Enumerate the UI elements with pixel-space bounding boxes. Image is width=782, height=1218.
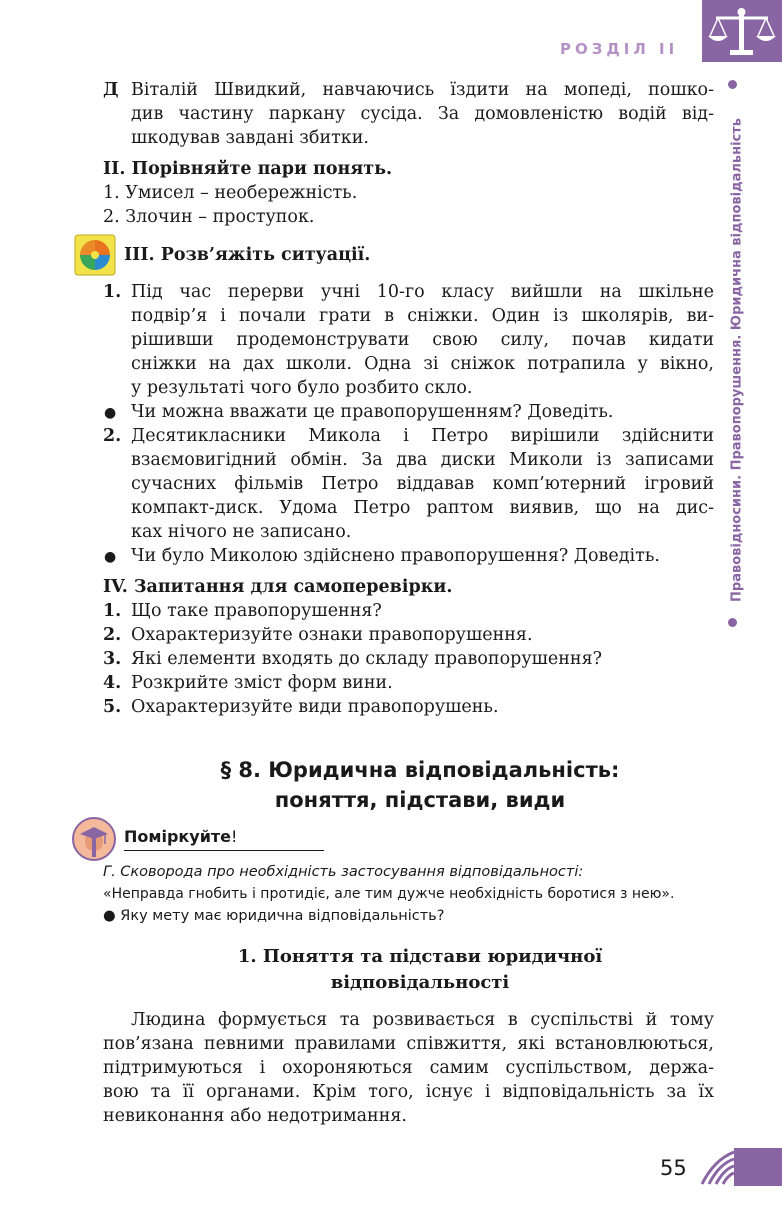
review-question: Які елементи входять до складу правопорушення? — [131, 649, 603, 669]
question-number: 5. — [103, 697, 122, 717]
situation-line: подвір’я і почали грати в сніжки. Один із школярів, ви- — [131, 306, 714, 326]
think-divider — [124, 850, 324, 851]
review-question: Розкрийте зміст форм вини. — [131, 673, 393, 693]
review-question: Що таке правопорушення? — [131, 601, 382, 621]
item-d-line: Віталій Швидкий, навчаючись їздити на мопеді, пошко- — [131, 80, 714, 100]
think-heading — [124, 826, 237, 848]
body-line: підтримуються і охороняються самим суспільством, держа- — [103, 1058, 714, 1078]
item-letter: Д — [103, 80, 119, 100]
situation-number: 1. — [103, 282, 122, 302]
bullet: ● — [104, 405, 117, 421]
bullet: ● — [104, 549, 117, 565]
side-dot-bottom — [728, 618, 737, 627]
question-number: 4. — [103, 673, 122, 693]
think-heading-mark: ! — [231, 827, 238, 846]
review-question: Охарактеризуйте ознаки правопорушення. — [131, 625, 533, 645]
subsection-title-line: 1. Поняття та підстави юридичної — [237, 946, 603, 967]
situation-line: Десятикласники Микола і Петро вирішили здійснити — [131, 426, 714, 446]
page-number: 55 — [660, 1156, 687, 1180]
situation-line: ках нічого не записано. — [131, 522, 352, 542]
think-heading-text: Поміркуйте — [124, 827, 232, 846]
subsection-title-line: відповідальності — [330, 972, 510, 993]
review-question: Охарактеризуйте види правопорушень. — [131, 697, 499, 717]
body-line: Людина формується та розвивається в суспільстві й тому — [131, 1010, 714, 1030]
section-title-line: поняття, підстави, види — [274, 788, 566, 812]
think-author: Г. Сковорода про необхідність застосування відповідальності: — [103, 864, 584, 880]
scales-icon — [702, 0, 782, 62]
scholar-icon — [72, 817, 116, 861]
side-chapter-title — [722, 80, 752, 640]
think-question: ● Яку мету має юридична відповідальність? — [103, 908, 445, 924]
question-number: 1. — [103, 601, 122, 621]
part2-item: 1. Умисел – необережність. — [103, 183, 358, 203]
body-line: невиконання або недотримання. — [103, 1106, 407, 1126]
side-chapter-text: Правовідносини. Правопорушення. Юридична відповідальність — [729, 118, 745, 602]
think-quote: «Неправда гнобить і протидіє, але тим дужче необхідність боротися з нею». — [103, 886, 675, 902]
subsection-title — [150, 944, 690, 996]
page-corner-waves-icon — [700, 1148, 782, 1186]
situation-line: сучасних фільмів Петро віддавав комп’ютерний ігровий — [131, 474, 714, 494]
body-line: вою та її органами. Крім того, існує і відповідальність за їх — [103, 1082, 714, 1102]
part2-title: II. Порівняйте пари понять. — [103, 159, 393, 179]
situation-line: рішивши продемонструвати свою силу, почав кидати — [131, 330, 714, 350]
question-number: 2. — [103, 625, 122, 645]
section-title — [150, 755, 690, 815]
part3-title: III. Розв’яжіть ситуації. — [124, 245, 371, 265]
item-d-line: шкодував завдані збитки. — [131, 128, 369, 148]
part4-title: IV. Запитання для самоперевірки. — [103, 577, 453, 597]
question-number: 3. — [103, 649, 122, 669]
item-d-line: див частину паркану сусіда. За домовленістю водій від- — [131, 104, 714, 124]
situation-line: Під час перерви учні 10-го класу вийшли на шкільне — [131, 282, 714, 302]
section-title-line: § 8. Юридична відповідальність: — [220, 758, 620, 782]
situation-question: Чи можна вважати це правопорушенням? Доведіть. — [131, 402, 614, 422]
puzzle-icon — [74, 234, 116, 276]
situation-question: Чи було Миколою здійснено правопорушення? Доведіть. — [131, 546, 660, 566]
situation-line: сніжки на дах школи. Одна зі сніжок потрапила у вікно, — [131, 354, 714, 374]
body-line: пов’язана певними правилами співжиття, які встановлюються, — [103, 1034, 714, 1054]
situation-number: 2. — [103, 426, 122, 446]
section-label: РОЗДІЛ II — [560, 40, 679, 58]
situation-line: компакт-диск. Удома Петро раптом виявив, що на дис- — [131, 498, 714, 518]
situation-line: взаємовигідний обмін. За два диски Миколи із записами — [131, 450, 714, 470]
situation-line: у результаті чого було розбито скло. — [131, 378, 473, 398]
part2-item: 2. Злочин – проступок. — [103, 207, 315, 227]
